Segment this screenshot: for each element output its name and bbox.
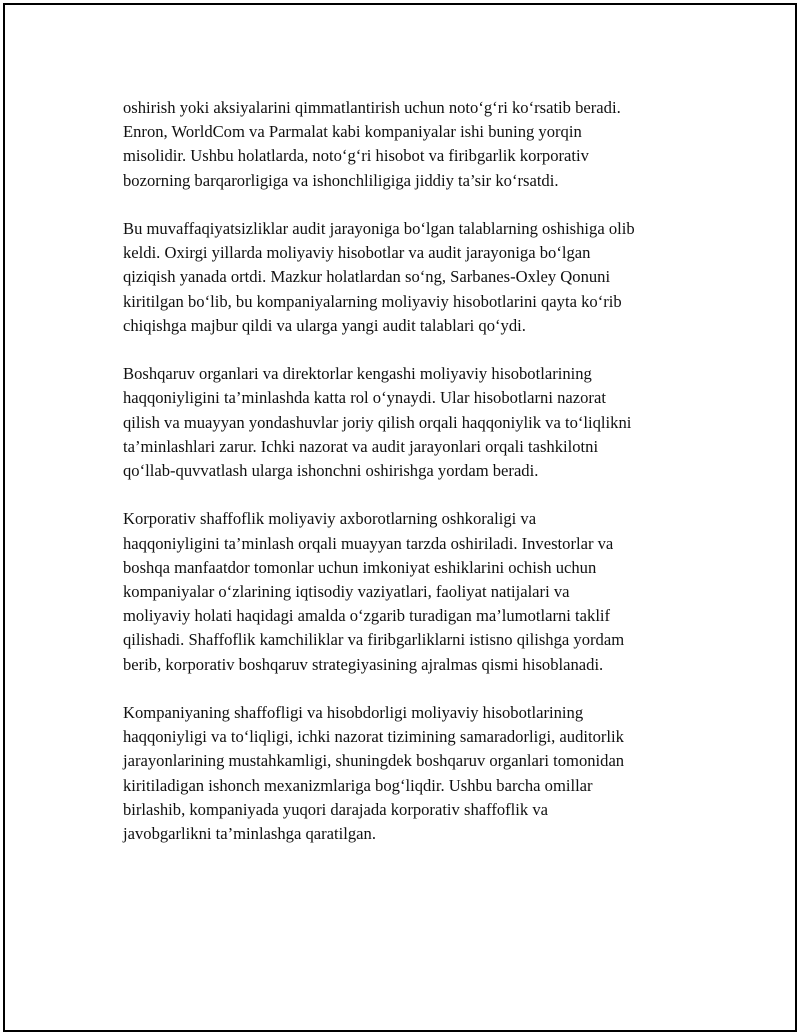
paragraph-4 (123, 507, 733, 676)
paragraph-3 (123, 362, 733, 483)
text-line: kompaniyalar o‘zlarining iqtisodiy vaziyatlari, faoliyat natijalari va (123, 582, 570, 602)
document-body (123, 96, 733, 870)
text-line: Bu muvaffaqiyatsizliklar audit jarayoniga bo‘lgan talablarning oshishiga olib (123, 219, 635, 238)
text-line: qo‘llab-quvvatlash ularga ishonchni oshirishga yordam beradi. (123, 461, 539, 481)
text-line: oshirish yoki aksiyalarini qimmatlantirish uchun noto‘g‘ri ko‘rsatib beradi. (123, 98, 621, 117)
paragraph-2 (123, 217, 733, 338)
text-line: haqqoniyligi va to‘liqligi, ichki nazorat tizimining samaradorligi, auditorlik (123, 727, 624, 747)
page-frame (3, 3, 797, 1032)
text-line: boshqa manfaatdor tomonlar uchun imkoniyat eshiklarini ochish uchun (123, 557, 597, 577)
text-line: Kompaniyaning shaffofligi va hisobdorligi moliyaviy hisobotlarining (123, 703, 584, 723)
text-line: berib, korporativ boshqaruv strategiyasining ajralmas qismi hisoblanadi. (123, 654, 604, 674)
text-line: misolidir. Ushbu holatlarda, noto‘g‘ri hisobot va firibgarlik korporativ (123, 146, 589, 166)
text-line: javobgarlikni ta’minlashga qaratilgan. (123, 824, 376, 844)
text-line: qilish va muayyan yondashuvlar joriy qilish orqali haqqoniylik va to‘liqlikni (123, 412, 632, 432)
text-line: keldi. Oxirgi yillarda moliyaviy hisobotlar va audit jarayoniga bo‘lgan (123, 243, 591, 263)
text-line: kiritiladigan ishonch mexanizmlariga bog‘liqdir. Ushbu barcha omillar (123, 775, 593, 795)
text-line: birlashib, kompaniyada yuqori darajada korporativ shaffoflik va (123, 799, 549, 819)
text-line: qiziqish yanada ortdi. Mazkur holatlardan so‘ng, Sarbanes-Oxley Qonuni (123, 267, 611, 287)
text-line: kiritilgan bo‘lib, bu kompaniyalarning moliyaviy hisobotlarini qayta ko‘rib (123, 291, 622, 311)
text-line: qilishadi. Shaffoflik kamchiliklar va firibgarliklarni istisno qilishga yordam (123, 630, 625, 650)
text-line: haqqoniyligini ta’minlashda katta rol o‘ynaydi. Ular hisobotlarni nazorat (123, 388, 606, 408)
text-line: Korporativ shaffoflik moliyaviy axborotlarning oshkoraligi va (123, 509, 537, 529)
text-line: Boshqaruv organlari va direktorlar kengashi moliyaviy hisobotlarining (123, 364, 592, 384)
text-line: chiqishga majbur qildi va ularga yangi audit talablari qo‘ydi. (123, 315, 526, 335)
paragraph-1 (123, 96, 733, 193)
text-line: haqqoniyligini ta’minlash orqali muayyan tarzda oshiriladi. Investorlar va (123, 533, 614, 553)
text-line: moliyaviy holati haqidagi amaldа o‘zgarib turadigan ma’lumotlarni taklif (123, 606, 611, 626)
text-line: ta’minlashlari zarur. Ichki nazorat va audit jarayonlari orqali tashkilotni (123, 436, 599, 456)
text-line: Enron, WorldCom va Parmalat kabi kompaniyalar ishi buning yorqin (123, 122, 582, 142)
text-line: jarayonlarining mustahkamligi, shuningdek boshqaruv organlari tomonidan (123, 751, 625, 771)
paragraph-5 (123, 701, 733, 846)
text-line: bozorning barqarorligiga va ishonchliligiga jiddiy ta’sir ko‘rsatdi. (123, 170, 559, 190)
